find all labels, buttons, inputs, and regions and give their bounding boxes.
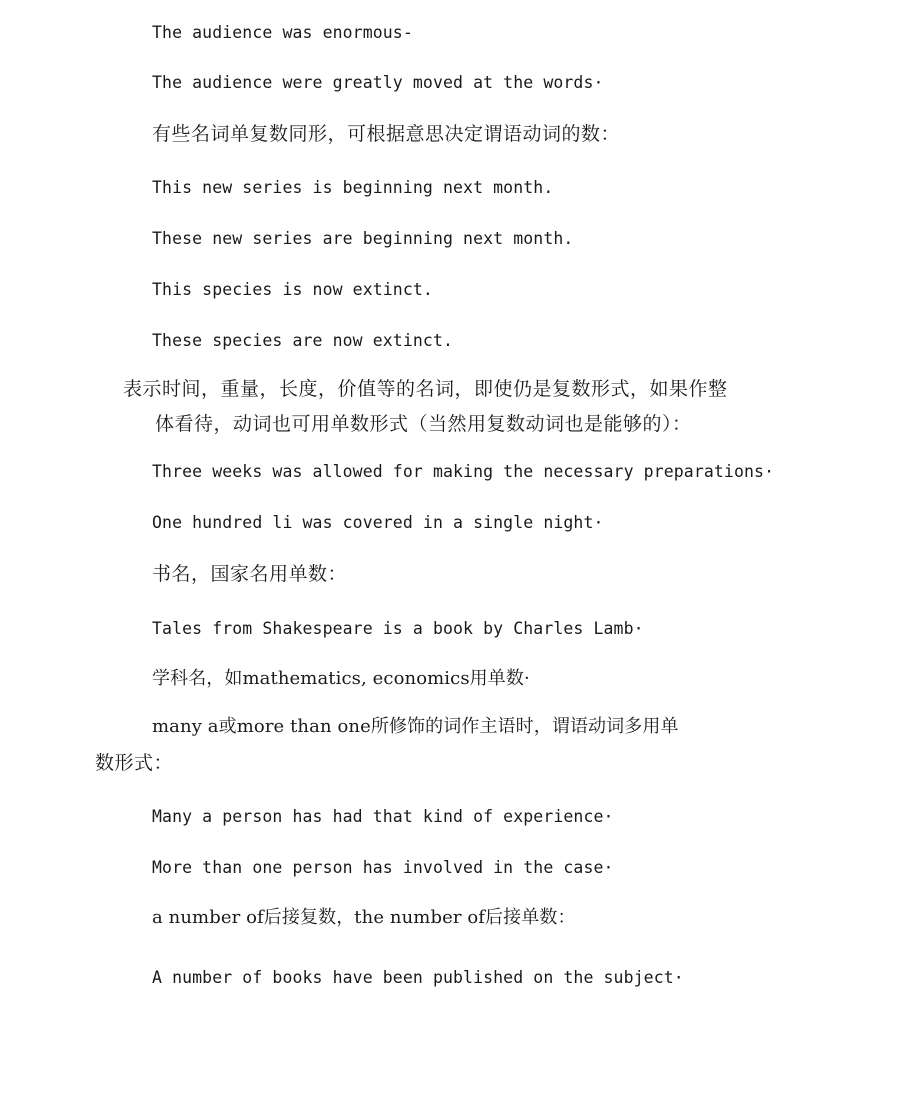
rule-text: 有些名词单复数同形，可根据意思决定谓语动词的数：	[152, 123, 621, 145]
example-sentence: These new series are beginning next month.	[152, 229, 574, 248]
example-sentence: One hundred li was covered in a single night·	[152, 513, 604, 532]
example-sentence: A number of books have been published on the subject·	[152, 968, 684, 987]
example-sentence: This new series is beginning next month.	[152, 178, 554, 197]
rule-text: many a或more than one所修饰的词作主语时，谓语动词多用单	[152, 716, 679, 737]
rule-text-continuation: 数形式：	[95, 752, 174, 774]
rule-text: 表示时间，重量，长度，价值等的名词，即使仍是复数形式，如果作整	[123, 378, 728, 400]
example-sentence: Many a person has had that kind of experience·	[152, 807, 614, 826]
rule-text: 书名，国家名用单数：	[152, 563, 348, 585]
example-sentence: This species is now extinct.	[152, 280, 433, 299]
example-sentence: The audience was enormous-	[152, 23, 413, 42]
example-sentence: Three weeks was allowed for making the necessary preparations·	[152, 462, 775, 481]
rule-text-continuation: 体看待，动词也可用单数形式（当然用复数动词也是能够的）：	[155, 413, 692, 435]
rule-text: 学科名，如mathematics, economics用单数·	[152, 668, 530, 689]
example-sentence: More than one person has involved in the case·	[152, 858, 614, 877]
example-sentence: The audience were greatly moved at the words·	[152, 73, 604, 92]
example-sentence: These species are now extinct.	[152, 331, 454, 350]
rule-text: a number of后接复数，the number of后接单数：	[152, 907, 576, 928]
example-sentence: Tales from Shakespeare is a book by Charles Lamb·	[152, 619, 644, 638]
